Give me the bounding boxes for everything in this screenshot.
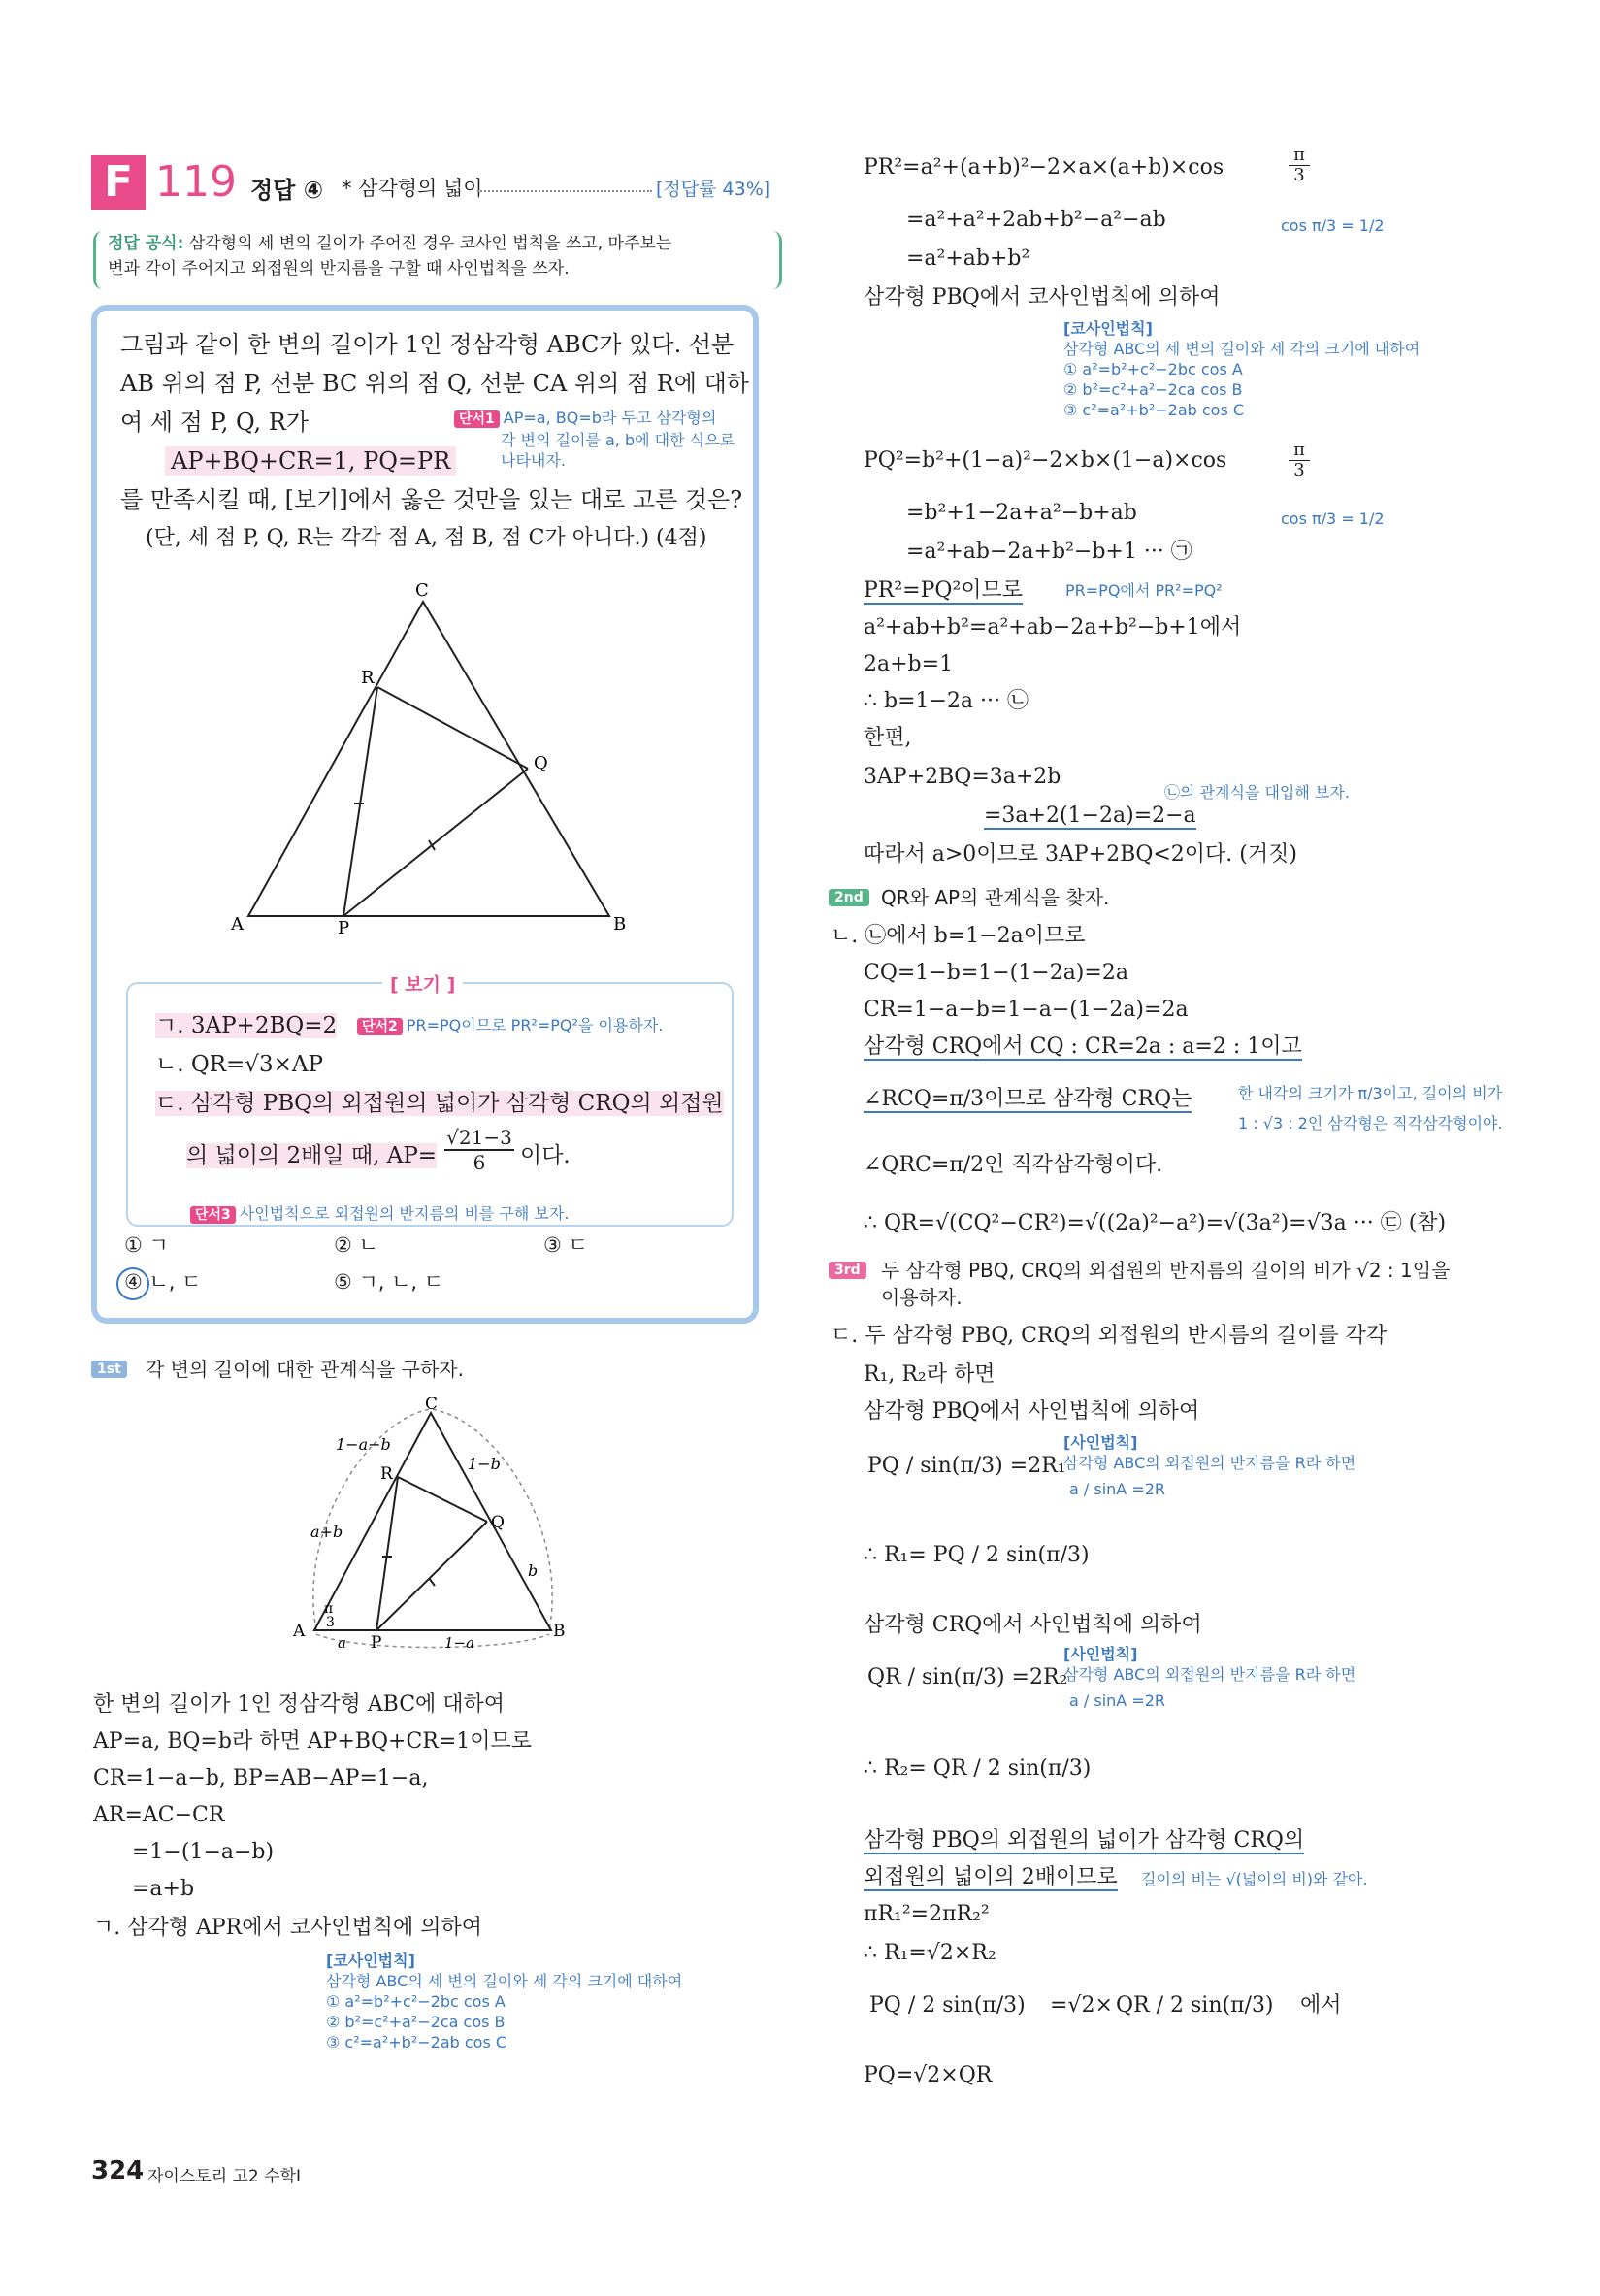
right-line-area2 — [864, 1863, 1118, 1892]
right-line-pr2: PR²=a²+(a+b)²−2×a×(a+b)×cos — [864, 155, 1224, 180]
right-line-cr: CR=1−a−b=1−a−(1−2a)=2a — [864, 998, 1189, 1022]
step1-line7: ㄱ. 삼각형 APR에서 코사인법칙에 의하여 — [93, 1916, 483, 1940]
right-line-d: ㄷ. 두 삼각형 PBQ, CRQ의 외접원의 반지름의 길이를 각각 — [831, 1324, 1388, 1348]
right-line-pr2-eq-pq2 — [864, 576, 1023, 606]
step1-title: 각 변의 길이에 대한 관계식을 구하자. — [146, 1358, 464, 1381]
step2-badge: 2nd — [829, 889, 869, 906]
segment-pr-2 — [376, 1477, 398, 1630]
right-sine-note-2 — [1063, 1644, 1355, 1711]
right-line-pr2-eq-pq2-text: PR²=PQ²이므로 — [864, 578, 1024, 603]
fig1-label-c: C — [415, 580, 429, 601]
fig2-label-ab: a+b — [310, 1523, 343, 1541]
fig2-label-pi-den: 3 — [326, 1615, 335, 1630]
right-line-ratio-a: PQ / 2 sin(π/3) — [869, 1993, 1026, 2017]
step1-line2: AP=a, BQ=b라 하면 AP+BQ+CR=1이므로 — [93, 1729, 533, 1754]
fig2-label-a: A — [293, 1622, 306, 1641]
bogi-item-3-fraction — [444, 1126, 514, 1174]
bogi-title: [ 보기 ] — [382, 970, 463, 997]
triangle-figure — [229, 578, 633, 947]
hint2 — [357, 1015, 663, 1037]
right-line-area2-text: 외접원의 넓이의 2배이므로 — [864, 1865, 1118, 1889]
right-note-substitute: ㉡의 관계식을 대입해 보자. — [1164, 783, 1350, 802]
right-note-right-triangle — [1238, 1083, 1503, 1133]
right-line-area1-text: 삼각형 PBQ의 외접원의 넓이가 삼각형 CRQ의 — [864, 1828, 1305, 1853]
step1-cos-title: [코사인법칙] — [326, 1952, 415, 1970]
right-line-false: 따라서 a>0이므로 3AP+2BQ<2이다. (거짓) — [864, 842, 1297, 867]
fig2-label-pi: π — [324, 1601, 334, 1617]
step3-title-2: 이용하자. — [881, 1286, 963, 1309]
hint3-text: 사인법칙으로 외접원의 반지름의 비를 구해 보자. — [239, 1204, 570, 1223]
hint1-text-c: 나타내자. — [501, 451, 566, 470]
right-line-expand3: =b²+1−2a+a²−b+ab — [906, 501, 1137, 525]
formula-line2: 변과 각이 주어지고 외접원의 반지름을 구할 때 사인법칙을 쓰자. — [108, 259, 570, 279]
choice-2[interactable]: ② ㄴ — [334, 1233, 378, 1257]
fig2-label-ca: 1−a−b — [336, 1435, 391, 1454]
hint1-text-a: AP=a, BQ=b라 두고 삼각형의 — [503, 409, 717, 427]
fig2-label-b: b — [528, 1561, 539, 1580]
right-line-expand2: =a²+ab+b² — [906, 246, 1030, 271]
step3-badge: 3rd — [829, 1262, 866, 1279]
right-note-cos1: cos π/3 = 1/2 — [1281, 216, 1385, 235]
fig2-label-b-vertex: B — [553, 1622, 566, 1641]
formula-line1: 삼각형의 세 변의 길이가 주어진 경우 코사인 법칙을 쓰고, 마주보는 — [188, 234, 672, 253]
step1-line1: 한 변의 길이가 1인 정삼각형 ABC에 대하여 — [93, 1692, 506, 1717]
problem-line5: (단, 세 점 P, Q, R는 각각 점 A, 점 B, 점 C가 아니다.) (4점) — [146, 526, 707, 550]
fig2-label-c: C — [425, 1397, 439, 1414]
right-note-pr-pq: PR=PQ에서 PR²=PQ² — [1065, 581, 1223, 600]
bogi-item-3a — [155, 1089, 724, 1118]
topic-dotted-line — [477, 190, 652, 192]
segment-pq-2 — [376, 1522, 487, 1630]
right-line-pq2: PQ²=b²+(1−a)²−2×b×(1−a)×cos — [864, 448, 1227, 473]
right-sin-desc-2: 삼각형 ABC의 외접원의 반지름을 R라 하면 — [1063, 1665, 1356, 1684]
bogi-item-3-end: 이다. — [520, 1143, 571, 1168]
right-line-meanwhile: 한편, — [864, 726, 912, 750]
right-cos-title: [코사인법칙] — [1063, 319, 1153, 338]
right-line-r1-sqrt2: ∴ R₁=√2×R₂ — [864, 1941, 996, 1965]
right-sin-eq-2: a / sinA =2R — [1069, 1691, 1166, 1710]
right-cos-2: ② b²=c²+a²−2ca cos B — [1063, 380, 1243, 399]
right-line-expand4: =a²+ab−2a+b²−b+1 ··· ㉠ — [906, 540, 1192, 564]
segment-rq-2 — [398, 1477, 487, 1522]
fig1-label-b: B — [613, 914, 627, 935]
choice-4[interactable]: ④ ㄴ, ㄷ — [124, 1270, 202, 1294]
right-line-3a-text: =3a+2(1−2a)=2−a — [984, 804, 1196, 828]
right-cosine-note — [1063, 318, 1420, 420]
step1-badge: 1st — [91, 1361, 127, 1378]
right-line-ratio-d: 에서 — [1300, 1993, 1342, 2017]
right-note-right-triangle-1: 한 내각의 크기가 π/3이고, 길이의 비가 — [1238, 1084, 1503, 1102]
bogi-item-3b — [186, 1141, 437, 1170]
choice-5[interactable]: ⑤ ㄱ, ㄴ, ㄷ — [334, 1270, 444, 1294]
problem-line2: AB 위의 점 P, 선분 BC 위의 점 Q, 선분 CA 위의 점 R에 대하 — [120, 370, 749, 397]
right-line-sin-r2: QR / sin(π/3) =2R₂ — [867, 1665, 1068, 1689]
right-note-right-triangle-2: 1 : √3 : 2인 삼각형은 직각삼각형이야. — [1238, 1114, 1503, 1132]
fig2-label-p: P — [371, 1633, 382, 1650]
right-sin-eq-1: a / sinA =2R — [1069, 1480, 1166, 1498]
fig2-label-r: R — [380, 1464, 393, 1484]
fig1-label-q: Q — [534, 753, 548, 773]
fig2-label-1a: 1−a — [444, 1634, 475, 1650]
choice-3[interactable]: ③ ㄷ — [543, 1233, 588, 1257]
book-title: 자이스토리 고2 수학Ⅰ — [147, 2167, 302, 2186]
problem-line1: 그림과 같이 한 변의 길이가 1인 정삼각형 ABC가 있다. 선분 — [120, 331, 735, 358]
right-line-pir: πR₁²=2πR₂² — [864, 1902, 990, 1926]
bogi-item-3b-text: 의 넓이의 2배일 때, AP= — [186, 1143, 438, 1168]
right-line-ratio-c: QR / 2 sin(π/3) — [1116, 1993, 1274, 2017]
fig1-label-r: R — [361, 668, 375, 688]
hint3 — [190, 1203, 569, 1226]
right-line-pbq-cos: 삼각형 PBQ에서 코사인법칙에 의하여 — [864, 285, 1221, 310]
triangle-abc — [248, 602, 609, 916]
right-line-crq-ratio-text: 삼각형 CRQ에서 CQ : CR=2a : a=2 : 1이고 — [864, 1034, 1302, 1059]
step1-line5: =1−(1−a−b) — [132, 1840, 275, 1864]
hint1-text-b: 각 변의 길이를 a, b에 대한 식으로 — [501, 431, 735, 449]
right-line-2ab: 2a+b=1 — [864, 652, 954, 676]
bogi-item-1-text: ㄱ. 3AP+2BQ=2 — [155, 1013, 338, 1038]
fig1-label-a: A — [231, 914, 244, 935]
right-cos-3: ③ c²=a²+b²−2ab cos C — [1063, 401, 1245, 419]
right-sin-title-2: [사인법칙] — [1063, 1645, 1138, 1663]
right-note-cos2: cos π/3 = 1/2 — [1281, 509, 1385, 528]
right-line-pbq-sin: 삼각형 PBQ에서 사인법칙에 의하여 — [864, 1399, 1200, 1424]
right-line-rcq — [864, 1085, 1192, 1114]
right-line-3a — [984, 802, 1196, 831]
hint1 — [454, 408, 735, 471]
step1-cos-desc: 삼각형 ABC의 세 변의 길이와 세 각의 크기에 대하여 — [326, 1972, 683, 1990]
fig2-label-a-len: a — [338, 1634, 346, 1650]
answer-rate: [정답률 43%] — [656, 179, 771, 200]
right-line-qrc: ∠QRC=π/2인 직각삼각형이다. — [864, 1153, 1163, 1177]
right-line-pq2-pi-over-3: π 3 — [1289, 441, 1310, 480]
right-line-sin-r1: PQ / sin(π/3) =2R₁ — [867, 1454, 1066, 1478]
right-line-n: ㄴ. ㉡에서 b=1−2a이므로 — [831, 924, 1086, 948]
segment-rq — [377, 687, 528, 769]
right-line-pr2-pi-over-3: π 3 — [1289, 146, 1310, 185]
bogi-item-3-numerator: √21−3 — [444, 1126, 514, 1151]
page-number: 324 — [91, 2156, 145, 2185]
bogi-item-2: ㄴ. QR=√3×AP — [155, 1052, 323, 1077]
right-line-3ap: 3AP+2BQ=3a+2b — [864, 765, 1061, 789]
tick-pq — [429, 840, 435, 850]
segment-pr — [343, 687, 377, 916]
bogi-item-1 — [155, 1011, 337, 1040]
topic-label: * 삼각형의 넓이 — [342, 177, 483, 200]
choice-1[interactable]: ① ㄱ — [124, 1233, 169, 1257]
hint1-tag: 단서1 — [454, 410, 500, 428]
step1-cos-1: ① a²=b²+c²−2bc cos A — [326, 1992, 506, 2011]
fig2-label-q: Q — [491, 1513, 505, 1532]
right-line-pq-result: PQ=√2×QR — [864, 2063, 993, 2087]
right-line-b: ∴ b=1−2a ··· ㉡ — [864, 689, 1029, 713]
bogi-item-3-denominator: 6 — [473, 1151, 486, 1174]
right-note-length-ratio: 길이의 비는 √(넓이의 비)와 같아. — [1141, 1870, 1368, 1888]
hint2-text: PR=PQ이므로 PR²=PQ²을 이용하자. — [406, 1016, 664, 1034]
step3-title-1: 두 삼각형 PBQ, CRQ의 외접원의 반지름의 길이의 비가 √2 : 1임을 — [881, 1259, 1451, 1282]
right-line-cq: CQ=1−b=1−(1−2a)=2a — [864, 961, 1128, 985]
right-cos-desc: 삼각형 ABC의 세 변의 길이와 세 각의 크기에 대하여 — [1063, 340, 1420, 358]
bogi-item-3a-text: ㄷ. 삼각형 PBQ의 외접원의 넓이가 삼각형 CRQ의 외접원 — [155, 1091, 724, 1116]
hint3-tag: 단서3 — [190, 1206, 236, 1224]
formula-box — [93, 231, 782, 289]
fig2-label-cb: 1−b — [468, 1455, 501, 1473]
right-cos-1: ① a²=b²+c²−2bc cos A — [1063, 360, 1243, 378]
step1-line4: AR=AC−CR — [93, 1803, 225, 1827]
right-line-crq-sin: 삼각형 CRQ에서 사인법칙에 의하여 — [864, 1613, 1202, 1637]
problem-condition: AP+BQ+CR=1, PQ=PR — [165, 446, 456, 476]
right-line-crq-ratio — [864, 1033, 1302, 1062]
right-sine-note-1 — [1063, 1432, 1355, 1499]
step1-cosine-note — [326, 1951, 682, 2052]
right-line-qr-true: ∴ QR=√(CQ²−CR²)=√((2a)²−a²)=√(3a²)=√3a ··· ㉢ (참) — [864, 1211, 1447, 1235]
labeled-triangle-figure — [287, 1397, 578, 1650]
right-sin-desc-1: 삼각형 ABC의 외접원의 반지름을 R라 하면 — [1063, 1454, 1356, 1472]
step1-line3: CR=1−a−b, BP=AB−AP=1−a, — [93, 1766, 429, 1790]
hint2-tag: 단서2 — [357, 1018, 403, 1035]
answer-label: 정답 ④ — [250, 177, 324, 204]
problem-letter-badge: F — [91, 155, 146, 210]
step2-title: QR와 AP의 관계식을 찾자. — [881, 886, 1110, 909]
tick-pq-2 — [429, 1578, 435, 1586]
bottom-arc — [316, 1634, 549, 1648]
right-line-rcq-text: ∠RCQ=π/3이므로 삼각형 CRQ는 — [864, 1087, 1192, 1111]
right-line-area1 — [864, 1826, 1304, 1855]
fig1-label-p: P — [338, 918, 350, 938]
step1-cos-2: ② b²=c²+a²−2ca cos B — [326, 2013, 506, 2031]
right-sin-title-1: [사인법칙] — [1063, 1433, 1138, 1452]
segment-pq — [343, 769, 528, 916]
right-line-expand1: =a²+a²+2ab+b²−a²−ab — [906, 208, 1166, 232]
step1-cos-3: ③ c²=a²+b²−2ab cos C — [326, 2033, 507, 2051]
right-line-ratio-b: =√2× — [1050, 1993, 1113, 2017]
problem-line3: 여 세 점 P, Q, R가 — [120, 409, 309, 436]
right-line-r2: ∴ R₂= QR / 2 sin(π/3) — [864, 1756, 1092, 1781]
right-line-r1r2: R₁, R₂라 하면 — [864, 1362, 996, 1387]
step1-line6: =a+b — [132, 1877, 195, 1901]
right-line-r1: ∴ R₁= PQ / 2 sin(π/3) — [864, 1543, 1090, 1567]
right-line-equation: a²+ab+b²=a²+ab−2a+b²−b+1에서 — [864, 615, 1242, 640]
problem-number: 119 — [155, 157, 237, 207]
problem-line4: 를 만족시킬 때, [보기]에서 옳은 것만을 있는 대로 고른 것은? — [120, 486, 743, 513]
formula-label: 정답 공식: — [108, 234, 184, 253]
